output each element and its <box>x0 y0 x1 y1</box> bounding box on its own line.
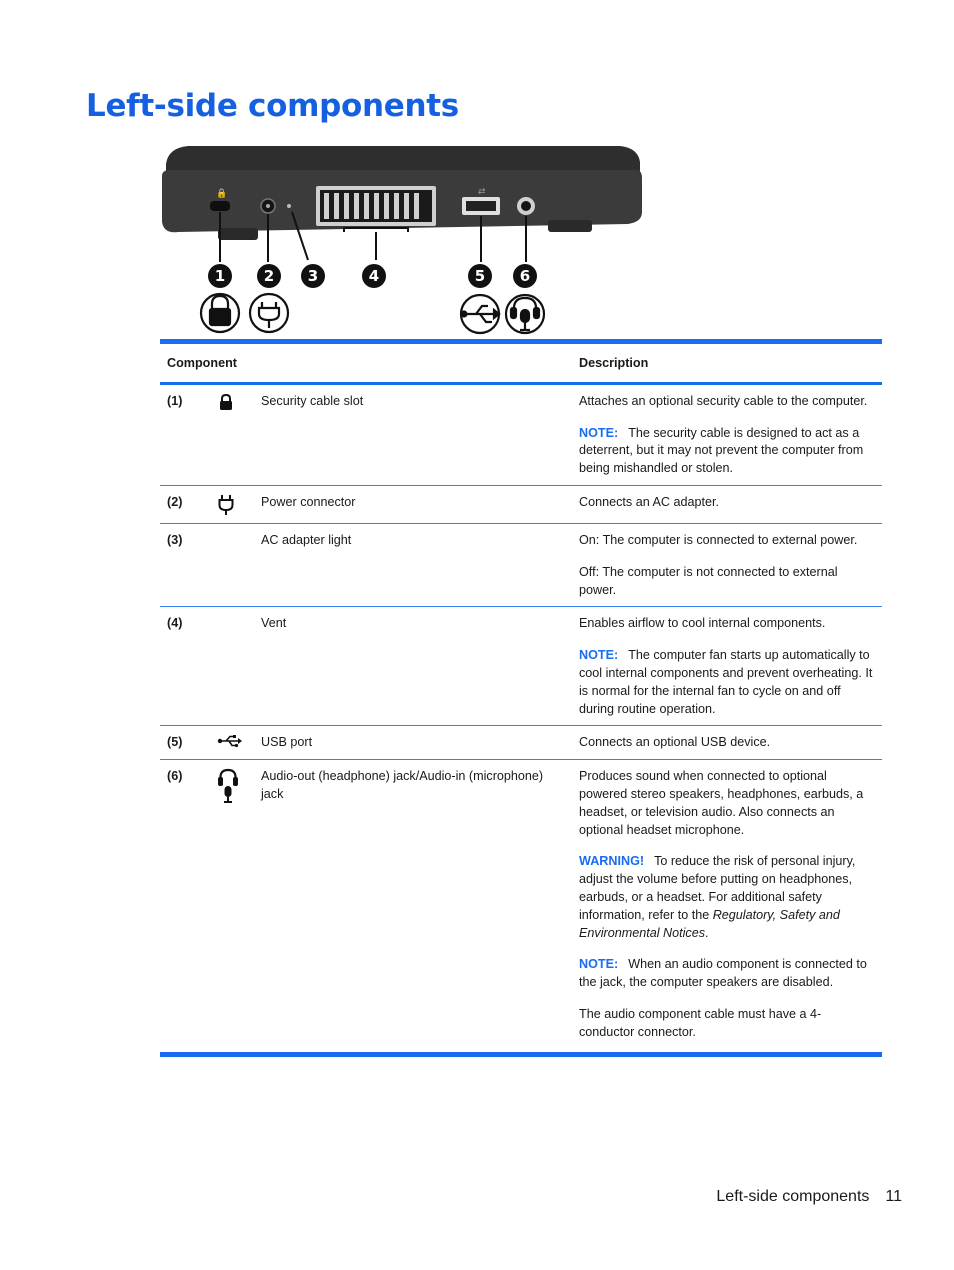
laptop-lid <box>166 146 640 172</box>
description-paragraph <box>579 734 875 752</box>
component-number: (5) <box>160 726 210 760</box>
paragraph-text: The security cable is designed to act as a deterrent, but it may not prevent the computer from being mishandled or stolen. <box>579 425 864 476</box>
component-description <box>572 760 882 1054</box>
callout-1-text: 1 <box>214 267 226 285</box>
headset-mic-icon <box>217 768 247 804</box>
component-description <box>572 383 882 485</box>
footer-section-title: Left-side components <box>716 1188 870 1205</box>
callout-2-text: 2 <box>263 267 275 285</box>
table-row <box>160 607 882 726</box>
callout-6-text: 6 <box>519 267 531 285</box>
page-number: 11 <box>885 1188 902 1205</box>
paragraph-text: To reduce the risk of personal injury, adjust the volume before putting on headphones, earbuds, or a headset. For additional safety information, refer to the <box>579 854 856 922</box>
components-table <box>160 339 882 1057</box>
svg-text:🔒: 🔒 <box>216 189 228 199</box>
paragraph-text-end: . <box>705 925 709 940</box>
callout-5-text: 5 <box>474 267 486 285</box>
component-icon-cell <box>210 726 254 760</box>
paragraph-text: The audio component cable must have a 4-conductor connector. <box>579 1006 822 1039</box>
component-column-header: Component <box>160 342 572 384</box>
paragraph-text: On: The computer is connected to external power. <box>579 532 858 547</box>
security-slot <box>210 201 230 211</box>
component-icon-cell <box>210 383 254 485</box>
paragraph-text: When an audio component is connected to the jack, the computer speakers are disabled. <box>579 957 867 990</box>
component-name: Security cable slot <box>254 383 572 485</box>
note-label: NOTE: <box>579 648 619 663</box>
description-paragraph <box>579 956 875 992</box>
description-paragraph <box>579 768 875 839</box>
usb-icon <box>217 734 247 748</box>
headset-mic-icon <box>506 295 544 333</box>
paragraph-text: Off: The computer is not connected to external power. <box>579 564 838 597</box>
description-paragraph <box>579 532 875 550</box>
table-header-row <box>160 342 882 384</box>
table-row <box>160 523 882 606</box>
component-name: AC adapter light <box>254 523 572 606</box>
component-description <box>572 607 882 726</box>
component-number: (6) <box>167 769 183 784</box>
component-number: (2) <box>160 485 210 523</box>
component-number: (4) <box>160 607 210 726</box>
page-title: Left-side components <box>86 88 459 124</box>
component-description <box>572 726 882 760</box>
document-title-reference: Regulatory, Safety and Environmental Notices <box>579 907 840 940</box>
power-plug-icon <box>250 294 288 332</box>
component-number: (1) <box>160 383 210 485</box>
component-icon-cell <box>210 523 254 606</box>
description-paragraph <box>579 564 875 600</box>
table-row <box>160 760 882 1054</box>
component-icon-cell <box>210 485 254 523</box>
laptop-left-side-figure <box>158 142 648 337</box>
description-paragraph <box>579 615 875 633</box>
callout-4-text: 4 <box>368 267 380 285</box>
description-paragraph <box>579 647 875 718</box>
component-name: USB port <box>254 726 572 760</box>
page-footer <box>716 1188 902 1206</box>
component-icon-cell <box>210 760 254 1054</box>
security-lock-icon <box>201 294 239 332</box>
paragraph-text: Connects an AC adapter. <box>579 494 720 509</box>
callout-3-text: 3 <box>307 267 319 285</box>
table-row <box>160 726 882 760</box>
description-paragraph <box>579 494 875 512</box>
ac-light <box>287 204 291 208</box>
component-name: Audio-out (headphone) jack/Audio-in (microphone) jack <box>261 769 544 801</box>
table-row <box>160 383 882 485</box>
paragraph-text: Attaches an optional security cable to the computer. <box>579 393 868 408</box>
description-paragraph <box>579 853 875 942</box>
component-description <box>572 523 882 606</box>
laptop-foot <box>218 228 258 240</box>
lock-icon <box>217 393 247 411</box>
paragraph-text: The computer fan starts up automatically to cool internal components and prevent overheating. It is normal for the internal fan to cycle on and off during routine operation. <box>579 648 873 716</box>
component-name: Power connector <box>254 485 572 523</box>
component-icon-cell <box>210 607 254 726</box>
description-column-header: Description <box>572 342 882 384</box>
vent-grille <box>316 186 436 226</box>
table-row <box>160 485 882 523</box>
description-paragraph <box>579 393 875 411</box>
laptop-foot <box>548 220 592 232</box>
note-label: NOTE: <box>579 425 619 440</box>
description-paragraph <box>579 1006 875 1042</box>
paragraph-text: Produces sound when connected to optional powered stereo speakers, headphones, earbuds, a headset, or television audio. Also connects an optional headset microphone. <box>579 769 864 837</box>
component-number: (3) <box>160 523 210 606</box>
power-plug-icon <box>217 494 247 516</box>
warning-label: WARNING! <box>579 854 645 869</box>
usb-icon <box>461 295 499 333</box>
paragraph-text: Enables airflow to cool internal components. <box>579 616 826 631</box>
component-description <box>572 485 882 523</box>
paragraph-text: Connects an optional USB device. <box>579 735 771 750</box>
note-label: NOTE: <box>579 957 619 972</box>
svg-text:⇄: ⇄ <box>478 187 486 197</box>
description-paragraph <box>579 425 875 478</box>
component-name: Vent <box>254 607 572 726</box>
